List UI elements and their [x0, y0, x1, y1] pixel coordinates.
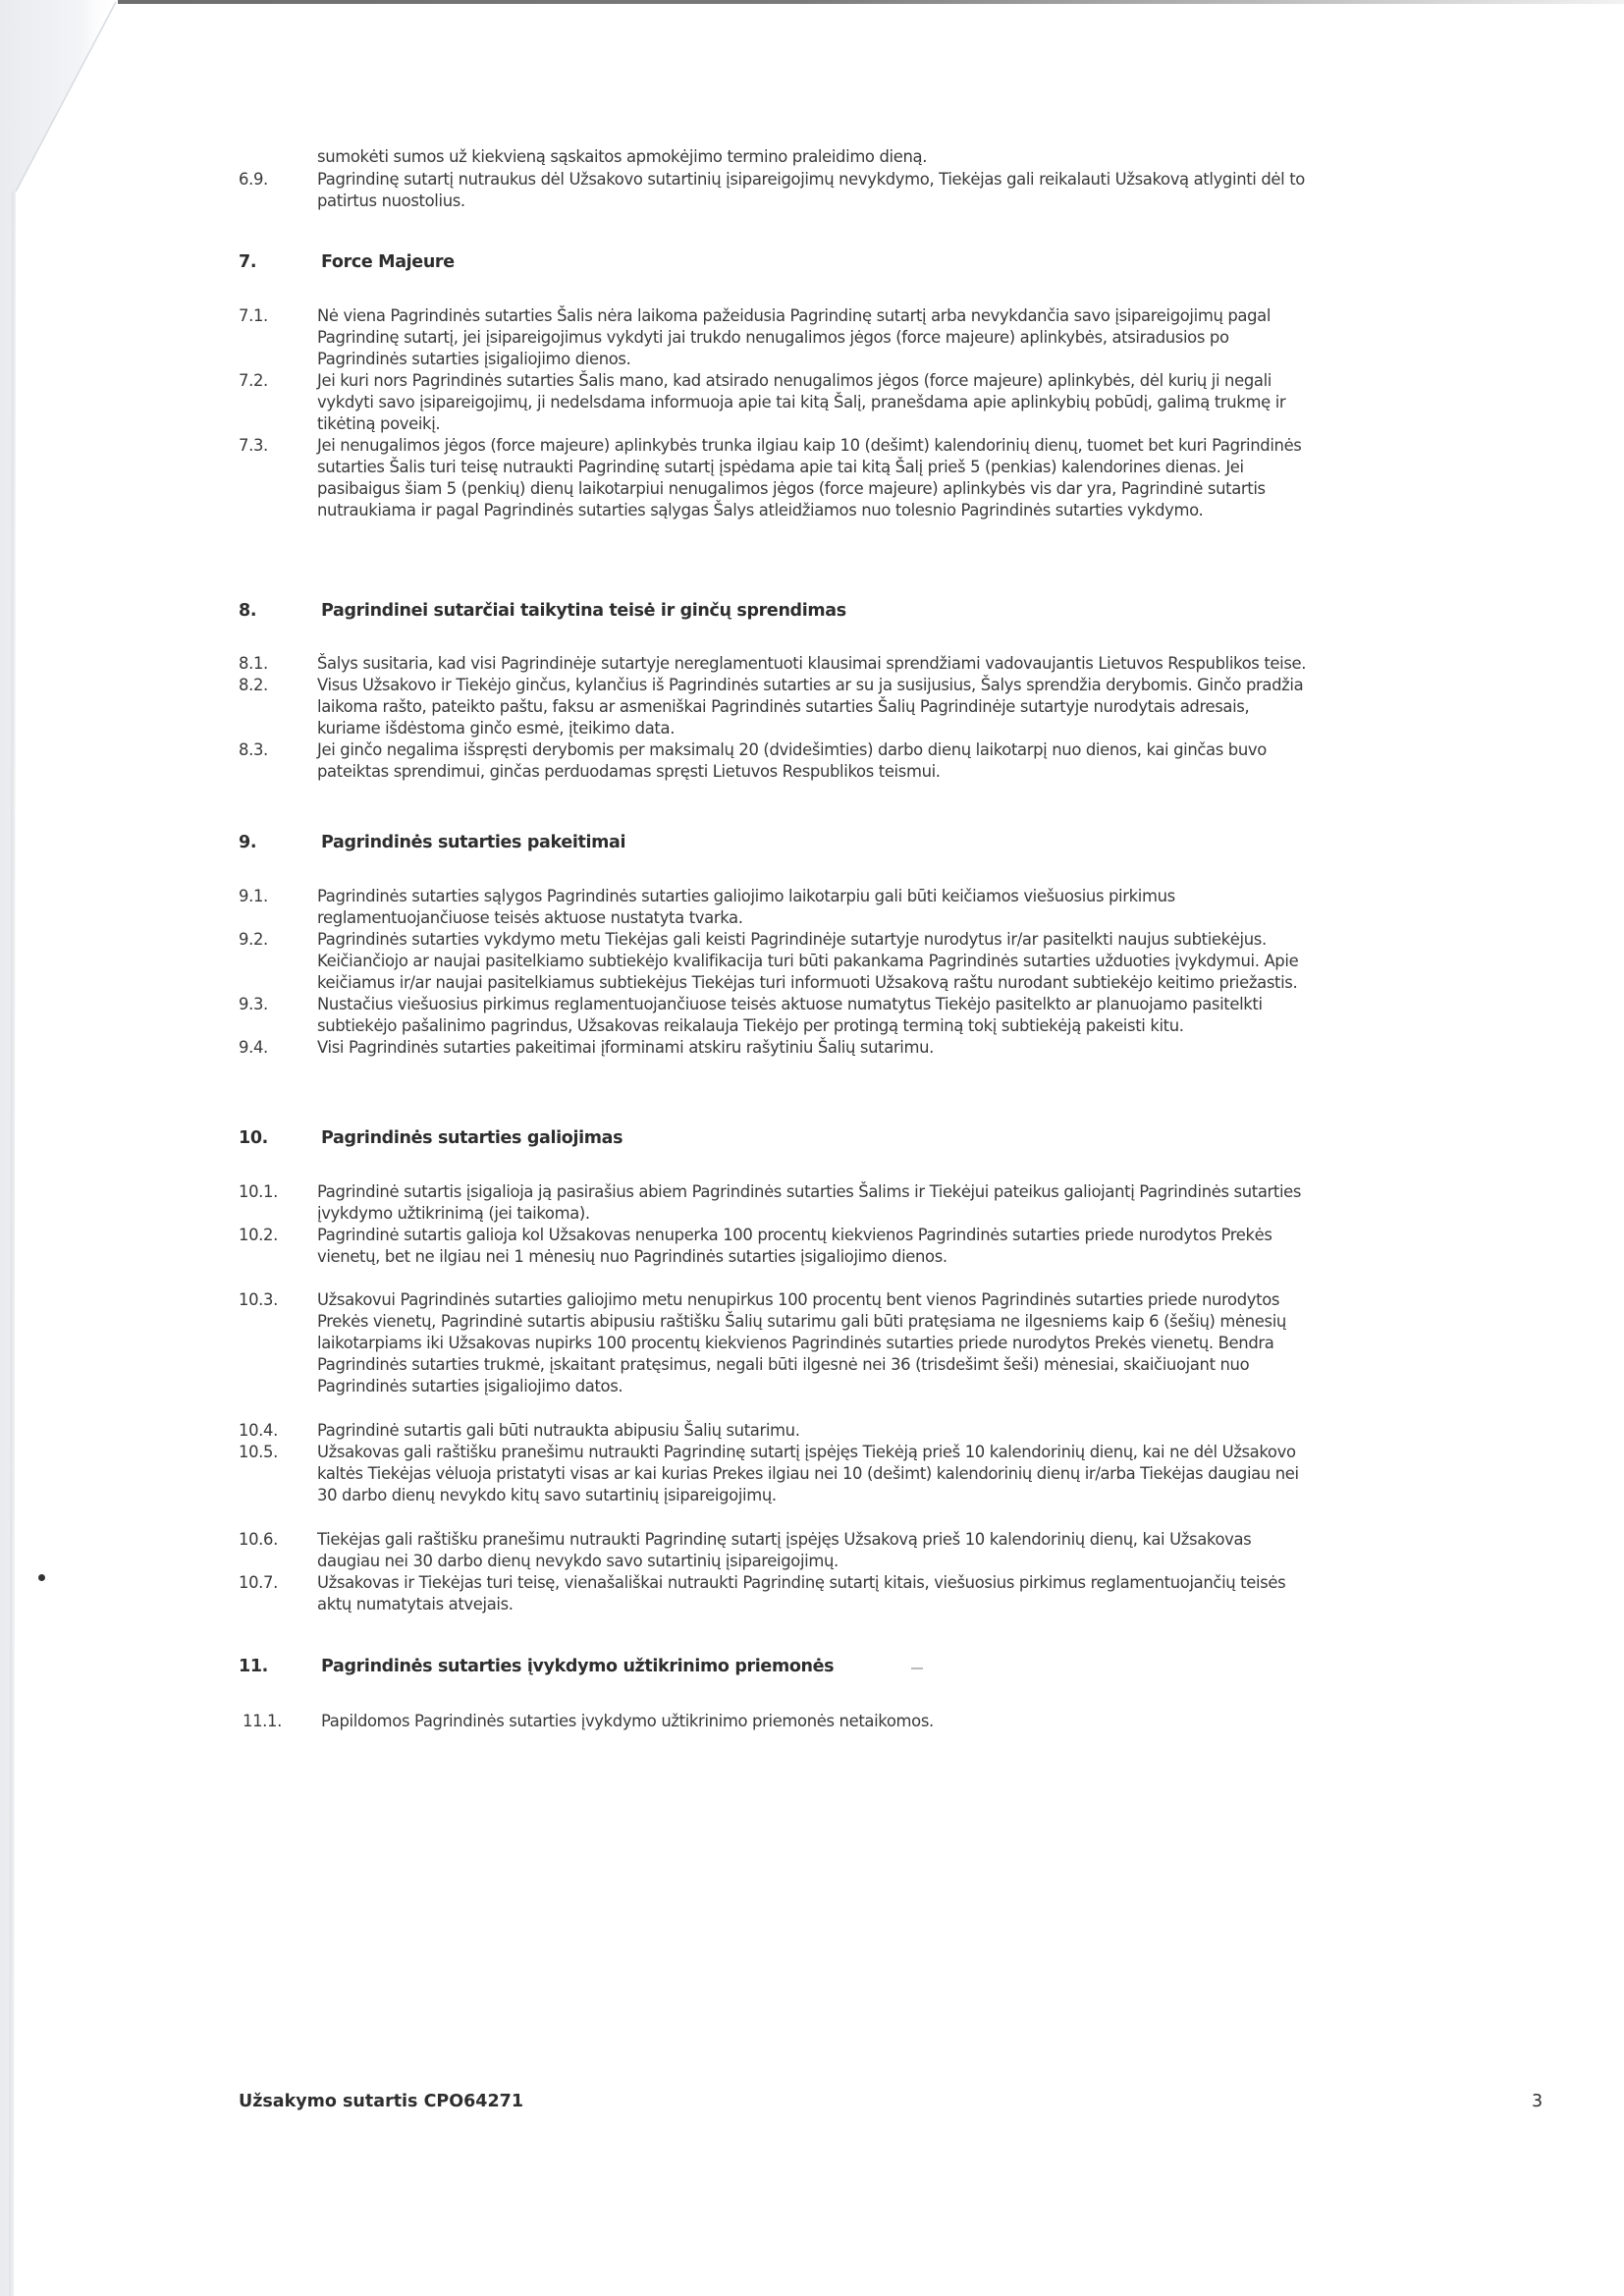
clause-number: 7.2.	[239, 371, 268, 390]
clause-number: 10.6.	[239, 1530, 278, 1549]
clause-number: 7.1.	[239, 306, 268, 325]
scan-speck-dot	[38, 1574, 45, 1581]
clause-line	[317, 1594, 1549, 1615]
clause-text: 30 darbo dienų nevykdo kitų savo sutartinių įsipareigojimų.	[317, 1486, 777, 1504]
clause-7-1	[239, 305, 1549, 327]
clause-text: tikėtiną poveikį.	[317, 414, 441, 433]
clause-9-4	[239, 1037, 1549, 1059]
clause-text: nutraukiama ir pagal Pagrindinės sutarties sąlygas Šalys atleidžiamos nuo tolesnio Pagrindinės sutarties vykdymo.	[317, 501, 1204, 519]
paragraph-line	[317, 146, 1549, 168]
clause-9-2	[239, 929, 1549, 951]
clause-6-9	[239, 169, 1549, 191]
clause-7-2	[239, 370, 1549, 392]
clause-line	[317, 1203, 1549, 1225]
clause-line	[317, 1376, 1549, 1397]
clause-text: Tiekėjas gali raštišku pranešimu nutraukti Pagrindinę sutartį įspėjęs Užsakovą prieš 10 kalendorinių dienų, kai Užsakovas	[317, 1530, 1252, 1549]
section-number: 8.	[239, 601, 257, 621]
clause-text: Pagrindinės sutarties vykdymo metu Tiekėjas gali keisti Pagrindinėje sutartyje nurodytus ir/ar pasitelkti naujus subtiekėjus.	[317, 930, 1267, 949]
section-heading-10	[239, 1127, 1549, 1149]
clause-text: Pagrindinė sutartis įsigalioja ją pasirašius abiem Pagrindinės sutarties Šalims ir Tiekėjui pateikus galiojantį Pagrindinės sutarties	[317, 1182, 1302, 1201]
clause-text: daugiau nei 30 darbo dienų nevykdo savo sutartinių įsipareigojimų.	[317, 1552, 839, 1570]
clause-text: Jei nenugalimos jėgos (force majeure) aplinkybės trunka ilgiau kaip 10 (dešimt) kalendorinių dienų, tuomet bet kuri Pagrindinės	[317, 436, 1302, 455]
section-title: Pagrindinės sutarties įvykdymo užtikrinimo priemonės	[321, 1657, 835, 1676]
clause-9-1	[239, 886, 1549, 907]
clause-line	[317, 457, 1549, 478]
clause-line	[317, 392, 1549, 413]
clause-8-2	[239, 675, 1549, 696]
clause-line	[317, 1463, 1549, 1485]
clause-number: 7.3.	[239, 436, 268, 455]
clause-9-3	[239, 994, 1549, 1015]
clause-number: 8.1.	[239, 654, 268, 673]
clause-line	[317, 718, 1549, 739]
clause-text: laikoma rašto, pateikto paštu, faksu ar asmeniškai Pagrindinės sutarties Šalių Pagrindinėje sutartyje nurodytais adresais,	[317, 697, 1250, 716]
section-number: 7.	[239, 252, 257, 272]
clause-10-2	[239, 1225, 1549, 1246]
clause-line	[317, 1311, 1549, 1333]
clause-line	[317, 327, 1549, 349]
clause-text: įvykdymo užtikrinimą (jei taikoma).	[317, 1204, 590, 1223]
clause-text: Užsakovui Pagrindinės sutarties galiojimo metu nenupirkus 100 procentų bent vienos Pagrindinės sutarties priede nurodytos	[317, 1290, 1280, 1309]
clause-8-1	[239, 653, 1549, 675]
section-heading-8	[239, 600, 1549, 622]
clause-text: kaltės Tiekėjas vėluoja pristatyti visas ar kai kurias Prekes ilgiau nei 10 (dešimt) kalendorinių dienų ir/arba Tiekėjas daugiau nei	[317, 1464, 1299, 1483]
section-title: Pagrindinės sutarties pakeitimai	[321, 833, 626, 852]
clause-10-4	[239, 1420, 1549, 1442]
clause-number: 10.3.	[239, 1290, 278, 1309]
clause-line	[317, 1485, 1549, 1506]
clause-text: Pagrindinę sutartį, jei įsipareigojimus vykdyti jai trukdo nenugalimos jėgos (force majeure) aplinkybės, atsiradusios po	[317, 328, 1229, 347]
paragraph-text: sumokėti sumos už kiekvieną sąskaitos apmokėjimo termino praleidimo dieną.	[317, 147, 928, 166]
clause-10-6	[239, 1529, 1549, 1551]
clause-10-7	[239, 1572, 1549, 1594]
clause-text: kuriame išdėstoma ginčo esmė, įteikimo data.	[317, 719, 676, 738]
clause-line	[317, 1333, 1549, 1354]
clause-text: Keičiančiojo ar naujai pasitelkiamo subtiekėjo kvalifikacija turi būti pakankama Pagrindinės sutarties užduoties įvykdymui. Apie	[317, 952, 1299, 970]
clause-number: 10.2.	[239, 1226, 278, 1244]
clause-6-9-line	[317, 191, 1549, 212]
clause-text: patirtus nuostolius.	[317, 191, 465, 210]
clause-text: sutarties Šalis turi teisę nutraukti Pagrindinę sutartį įspėdama apie tai kitą Šalį prieš 5 (penkias) kalendorines dienas. Jei	[317, 458, 1244, 476]
clause-number: 11.1.	[243, 1712, 282, 1730]
section-heading-9	[239, 832, 1549, 853]
clause-text: Nustačius viešuosius pirkimus reglamentuojančiuose teisės aktuose numatytus Tiekėjo pasitelkto ar planuojamo pasitelkti	[317, 995, 1263, 1013]
clause-number: 10.7.	[239, 1573, 278, 1592]
clause-text: laikotarpiams iki Užsakovas nupirks 100 procentų kiekvienos Pagrindinės sutarties priede nurodytos Prekės vienetų. Bendra	[317, 1334, 1274, 1352]
section-heading-11	[239, 1656, 1549, 1677]
clause-text: Papildomos Pagrindinės sutarties įvykdymo užtikrinimo priemonės netaikomos.	[321, 1712, 934, 1730]
clause-number: 8.3.	[239, 740, 268, 759]
clause-text: aktų numatytais atvejais.	[317, 1595, 514, 1613]
clause-text: reglamentuojančiuose teisės aktuose nustatyta tvarka.	[317, 908, 743, 927]
clause-text: Šalys susitaria, kad visi Pagrindinėje sutartyje nereglamentuoti klausimai sprendžiami vadovaujantis Lietuvos Respublikos teise.	[317, 654, 1307, 673]
clause-line	[317, 951, 1549, 972]
clause-line	[317, 349, 1549, 370]
clause-line	[317, 478, 1549, 500]
footer-document-title: Užsakymo sutartis CPO64271	[239, 2092, 523, 2111]
section-title: Pagrindinei sutarčiai taikytina teisė ir ginčų sprendimas	[321, 601, 846, 621]
clause-text: Pagrindinės sutarties įsigaliojimo datos.	[317, 1377, 623, 1395]
clause-text: vienetų, bet ne ilgiau nei 1 mėnesių nuo Pagrindinės sutarties įsigaliojimo dienos.	[317, 1247, 947, 1266]
clause-text: pateiktas sprendimui, ginčas perduodamas spręsti Lietuvos Respublikos teismui.	[317, 762, 941, 781]
clause-number: 9.2.	[239, 930, 268, 949]
clause-10-5	[239, 1442, 1549, 1463]
clause-line	[317, 1551, 1549, 1572]
clause-text: Užsakovas gali raštišku pranešimu nutraukti Pagrindinę sutartį įspėjęs Tiekėją prieš 10 kalendorinių dienų, kai ne dėl Užsakovo	[317, 1443, 1296, 1461]
clause-number: 9.3.	[239, 995, 268, 1013]
clause-text: keičiamus ir/ar naujai pasitelkiamus subtiekėjus Tiekėjas turi informuoti Užsakovą raštu nurodant subtiekėjo keitimo priežastis.	[317, 973, 1298, 992]
clause-line	[317, 696, 1549, 718]
page-number: 3	[1532, 2092, 1543, 2111]
scan-mark	[911, 1667, 923, 1669]
clause-text: Visi Pagrindinės sutarties pakeitimai įforminami atskiru rašytiniu Šalių sutarimu.	[317, 1038, 934, 1057]
section-number: 11.	[239, 1657, 268, 1676]
clause-10-1	[239, 1181, 1549, 1203]
clause-line	[317, 1354, 1549, 1376]
clause-text: Jei ginčo negalima išspręsti derybomis per maksimalų 20 (dvidešimties) darbo dienų laikotarpį nuo dienos, kai ginčas buvo	[317, 740, 1267, 759]
section-number: 9.	[239, 833, 257, 852]
section-title: Pagrindinės sutarties galiojimas	[321, 1128, 623, 1148]
clause-text: Nė viena Pagrindinės sutarties Šalis nėra laikoma pažeidusia Pagrindinę sutartį arba nevykdančia savo įsipareigojimų pagal	[317, 306, 1272, 325]
clause-number: 10.5.	[239, 1443, 278, 1461]
clause-text: Visus Užsakovo ir Tiekėjo ginčus, kylančius iš Pagrindinės sutarties ar su ja susijusius, Šalys sprendžia derybomis. Ginčo pradžia	[317, 676, 1304, 694]
clause-number: 8.2.	[239, 676, 268, 694]
clause-number: 10.1.	[239, 1182, 278, 1201]
clause-text: Pagrindinės sutarties sąlygos Pagrindinės sutarties galiojimo laikotarpiu gali būti keičiamos viešuosius pirkimus	[317, 887, 1175, 905]
clause-11-1	[243, 1711, 1553, 1732]
clause-text: Pagrindinės sutarties įsigaliojimo dienos.	[317, 350, 631, 368]
clause-line	[317, 413, 1549, 435]
clause-text: Jei kuri nors Pagrindinės sutarties Šalis mano, kad atsirado nenugalimos jėgos (force majeure) aplinkybės, dėl kurių ji negali	[317, 371, 1272, 390]
clause-number: 10.4.	[239, 1421, 278, 1440]
clause-text: vykdyti savo įsipareigojimų, ji nedelsdama informuoja apie tai kitą Šalį, pranešdama apie aplinkybių pobūdį, galimą trukmę ir	[317, 393, 1286, 411]
clause-text: Pagrindinės sutarties trukmė, įskaitant pratęsimus, negali būti ilgesnė nei 36 (trisdešimt šeši) mėnesiai, skaičiuojant nuo	[317, 1355, 1250, 1374]
section-title: Force Majeure	[321, 252, 455, 272]
clause-7-3	[239, 435, 1549, 457]
clause-text: Pagrindinė sutartis galioja kol Užsakovas nenuperka 100 procentų kiekvienos Pagrindinės sutarties priede nurodytos Prekės	[317, 1226, 1272, 1244]
section-heading-7	[239, 251, 1549, 273]
clause-line	[317, 1246, 1549, 1268]
clause-text: Prekės vienetų, Pagrindinė sutartis abipusiu raštišku Šalių sutarimu gali būti pratęsiama ne ilgesniems kaip 6 (šešių) mėnesių	[317, 1312, 1286, 1331]
clause-line	[317, 500, 1549, 521]
section-number: 10.	[239, 1128, 268, 1148]
clause-text: subtiekėjo pašalinimo pagrindus, Užsakovas reikalauja Tiekėjo per protingą terminą tokį subtiekėją pakeisti kitu.	[317, 1016, 1184, 1035]
clause-line	[317, 972, 1549, 994]
clause-text: Užsakovas ir Tiekėjas turi teisę, vienašališkai nutraukti Pagrindinę sutartį kitais, viešuosius pirkimus reglamentuojančių teisės	[317, 1573, 1286, 1592]
clause-text: Pagrindinė sutartis gali būti nutraukta abipusiu Šalių sutarimu.	[317, 1421, 800, 1440]
clause-number: 9.1.	[239, 887, 268, 905]
clause-10-3	[239, 1289, 1549, 1311]
clause-number: 6.9.	[239, 170, 268, 189]
clause-line	[317, 761, 1549, 783]
clause-number: 9.4.	[239, 1038, 268, 1057]
clause-text: pasibaigus šiam 5 (penkių) dienų laikotarpiui nenugalimos jėgos (force majeure) aplinkybės vis dar yra, Pagrindinė sutartis	[317, 479, 1266, 498]
clause-line	[317, 1015, 1549, 1037]
clause-text: Pagrindinę sutartį nutraukus dėl Užsakovo sutartinių įsipareigojimų nevykdymo, Tiekėjas gali reikalauti Užsakovą atlyginti dėl to	[317, 170, 1305, 189]
clause-8-3	[239, 739, 1549, 761]
clause-line	[317, 907, 1549, 929]
